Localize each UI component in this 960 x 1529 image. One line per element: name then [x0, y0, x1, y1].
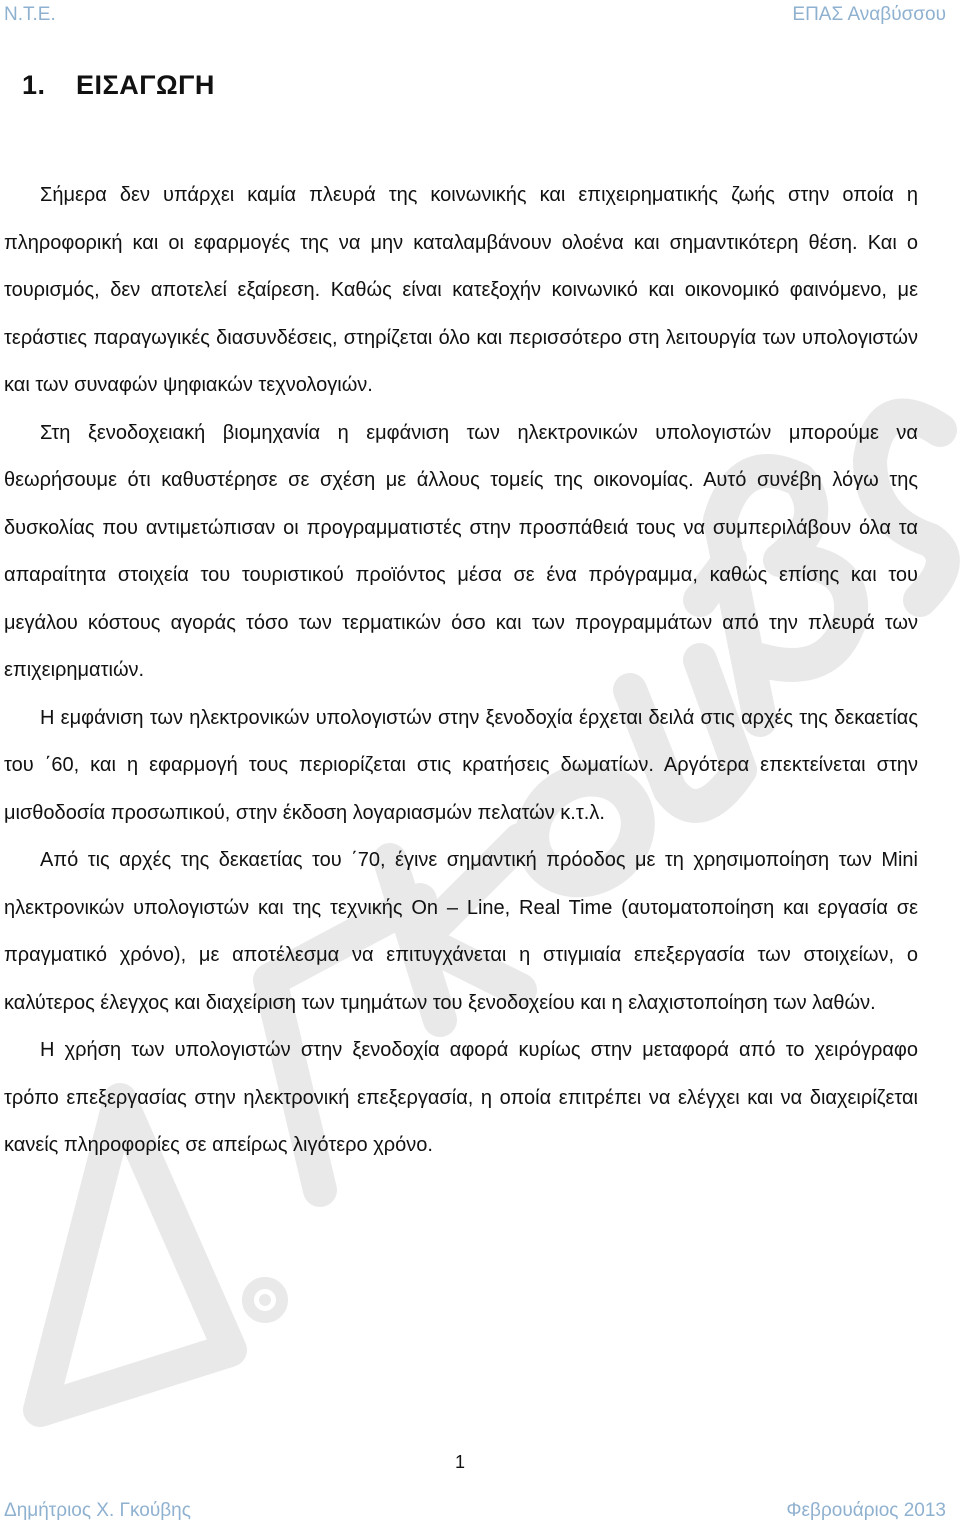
paragraph: Σήμερα δεν υπάρχει καμία πλευρά της κοινωνικής και επιχειρηματικής ζωής στην οποία η πληροφορική και οι εφαρμογές της να μην καταλαμβάνουν ολοένα και σημαντικότερη θέση. Και ο τουρισμός, δεν αποτελεί εξαίρεση. Καθώς είναι κατεξοχήν κοινωνικό και οικονομικό φαινόμενο, με τεράστιες παραγωγικές διασυνδέσεις, στηρίζεται όλο και περισσότερο στη λειτουργία των υπολογιστών και των συναφών ψηφιακών τεχνολογιών. — [4, 184, 918, 396]
paragraph: Από τις αρχές της δεκαετίας του ΄70, έγινε σημαντική πρόοδος με τη χρησιμοποίηση των Mini ηλεκτρονικών υπολογιστών και της τεχνικής On – Line, Real Time (αυτοματοποίηση και εργασία σε πραγματικό χρόνο), με αποτέλεσμα να επιτυγχάνεται η στιγμιαία επεξεργασία των στοιχείων, ο καλύτερος έλεγχος και διαχείριση των τμημάτων του ξενοδοχείου και η ελαχιστοποίηση των λαθών. — [4, 849, 918, 1014]
header-right: ΕΠΑΣ Αναβύσσου — [792, 4, 946, 25]
header-left: Ν.Τ.Ε. — [4, 4, 56, 25]
section-heading — [22, 70, 215, 101]
paragraph: Στη ξενοδοχειακή βιομηχανία η εμφάνιση των ηλεκτρονικών υπολογιστών μπορούμε να θεωρήσουμε ότι καθυστέρησε σε σχέση με άλλους τομείς της οικονομίας. Αυτό συνέβη λόγω της δυσκολίας που αντιμετώπισαν οι προγραμματιστές στην προσπάθειά τους να συμπεριλάβουν όλα τα απαραίτητα στοιχεία του τουριστικού προϊόντος μέσα σε ένα πρόγραμμα, καθώς επίσης και του μεγάλου κόστους αγοράς τόσο των τερματικών όσο και των προγραμμάτων από την πλευρά των επιχειρηματιών. — [4, 421, 918, 681]
footer-date: Φεβρουάριος 2013 — [786, 1500, 946, 1521]
page-number: 1 — [454, 1452, 465, 1472]
page-footer — [4, 1500, 946, 1526]
footer-author: Δημήτριος Χ. Γκούβης — [4, 1500, 191, 1521]
section-title: ΕΙΣΑΓΩΓΗ — [76, 70, 215, 100]
page-header — [4, 4, 946, 28]
section-number: 1. — [22, 70, 46, 100]
body-text — [4, 172, 918, 1170]
paragraph: Η εμφάνιση των ηλεκτρονικών υπολογιστών στην ξενοδοχία έρχεται δειλά στις αρχές της δεκαετίας του ΄60, και η εφαρμογή τους περιορίζεται στις κρατήσεις δωματίων. Αργότερα επεκτείνεται στην μισθοδοσία προσωπικού, στην έκδοση λογαριασμών πελατών κ.τ.λ. — [4, 706, 918, 824]
paragraph: Η χρήση των υπολογιστών στην ξενοδοχία αφορά κυρίως στην μεταφορά από το χειρόγραφο τρόπο επεξεργασίας στην ηλεκτρονική επεξεργασία, η οποία επιτρέπει να ελέγχει και να διαχειρίζεται κανείς πληροφορίες σε απείρως λιγότερο χρόνο. — [4, 1039, 918, 1156]
